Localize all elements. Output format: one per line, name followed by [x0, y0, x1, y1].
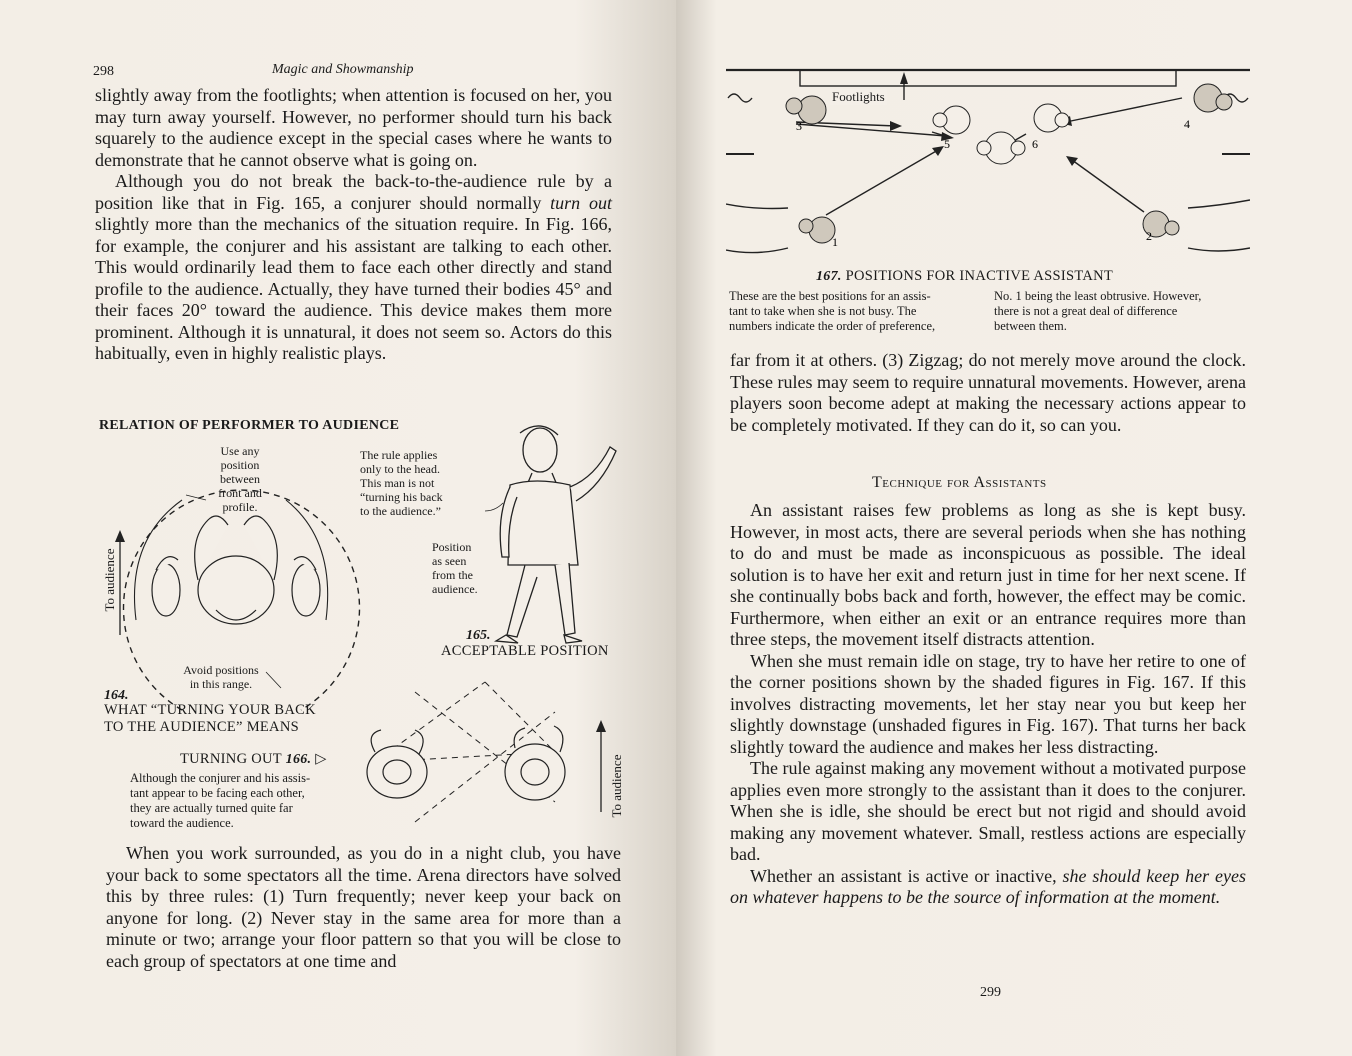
fig164-side-label: To audience: [102, 548, 117, 612]
figure-165-man-illustration: [480, 415, 630, 647]
fig167-caption-col2: No. 1 being the least obtrusive. However, there is not a great deal of difference between them.: [994, 289, 1202, 333]
figure-167-stage-diagram: [726, 60, 1250, 266]
figure-heading: RELATION OF PERFORMER TO AUDIENCE: [99, 418, 400, 433]
position-number: 1: [832, 235, 838, 249]
paragraph: Although you do not break the back-to-the-audience rule by a position like that in Fig. 165, a conjurer should normally turn out slightly more than the mechanics of the situation require. In Fig. 166, for example, the conjurer and his assistant are talking to each other. This would ordinarily lead them to face each other directly and stand profile to the audience. Actually, they have turned their bodies 45° and their faces 20° toward the audience. This device makes them more prominent. Although it is unnatural, it does not seem so. Actors do this habitually, even in highly realistic plays.: [95, 171, 612, 363]
fig167-title-row: [816, 268, 1113, 285]
footlights-label: Footlights: [832, 89, 885, 104]
position-number: 3: [796, 119, 802, 133]
paragraph: The rule against making any movement without a motivated purpose applies even more strongly to the assistant than it does to the conjurer. When she is idle, she should be erect but not rigid and should avoid making any movement whatever. Small, restless actions are especially bad.: [730, 758, 1246, 864]
position-number: 4: [1184, 117, 1190, 131]
figure-166-illustration: [355, 672, 635, 838]
position-number: 2: [1146, 229, 1152, 243]
fig164-number: 164.: [104, 688, 129, 703]
body-text-right: [730, 500, 1246, 909]
paragraph: An assistant raises few problems as long as she is kept busy. However, in most acts, there are several periods when she has nothing to do and must be made as inconspicuous as possible. The ideal solution is to have her exit and return just in time for her next scene. If she continually bobs back and forth, however, the effect may be comic. Furthermore, when either an exit or an entrance requires more than three steps, the movement itself distracts attention.: [730, 500, 1246, 649]
figure-164: [96, 440, 366, 740]
running-head: Magic and Showmanship: [272, 62, 414, 77]
fig164-note-bottom: Avoid positions in this range.: [183, 663, 259, 691]
fig167-title: POSITIONS FOR INACTIVE ASSISTANT: [845, 268, 1114, 284]
body-text-top: [95, 85, 612, 365]
fig167-caption-col1: These are the best positions for an assis- tant to take when she is not busy. The numbers indicate the order of preference,: [729, 289, 936, 333]
fig165-position-note: Position as seen from the audience.: [432, 540, 478, 596]
fig166-side-label: To audience: [609, 754, 624, 818]
paragraph: slightly away from the footlights; when attention is focused on her, you may turn away yourself. However, no performer should turn his back squarely to the audience except in the special cases where he wants to demonstrate that he cannot observe what is going on.: [95, 85, 612, 170]
fig165-note: The rule applies only to the head. This man is not “turning his back to the audience.”: [360, 448, 443, 518]
paragraph: far from it at others. (3) Zigzag; do not merely move around the clock. These rules may seem to require unnatural movements. However, arena players soon become adept at making the necessary actions appear to be completely motivated. If they can do it, so can you.: [730, 350, 1246, 435]
fig166-number: 166.: [285, 752, 312, 767]
body-text-bottom: [106, 843, 621, 972]
position-number: 5: [944, 137, 950, 151]
paragraph: When you work surrounded, as you do in a night club, you have your back to some spectators all the time. Arena directors have solved this by three rules: (1) Turn frequently; never keep your back on anyone for long. (2) Never stay in the same area for more than a minute or two; arrange your floor pattern so that you will be close to each group of spectators at one time and: [106, 843, 621, 971]
position-number: 6: [1032, 137, 1038, 151]
page-number: 299: [980, 985, 1001, 1000]
body-text-right-top: [730, 350, 1246, 436]
section-heading: Technique for Assistants: [872, 474, 1047, 491]
pointer-arrow-icon: ▷: [315, 751, 327, 767]
right-page: [676, 0, 1352, 1056]
fig164-title: WHAT “TURNING YOUR BACK TO THE AUDIENCE” MEANS: [104, 702, 316, 735]
fig165-title: ACCEPTABLE POSITION: [441, 643, 609, 659]
fig166-title: TURNING OUT: [180, 751, 282, 767]
fig164-note-top: Use any position between front and profile.: [218, 444, 262, 514]
fig165-number: 165.: [466, 628, 491, 643]
page-number: 298: [93, 64, 114, 79]
fig167-number: 167.: [816, 269, 842, 284]
fig166-title-row: [180, 751, 327, 768]
paragraph: When she must remain idle on stage, try to have her retire to one of the corner positions shown by the shaded figures in Fig. 167. If this involves distracting movements, let her stay near you but keep her slightly downstage (unshaded figures in Fig. 167). That turns her back slightly toward the audience and makes her less distracting.: [730, 650, 1246, 757]
fig166-caption: Although the conjurer and his assis- tant appear to be facing each other, they are actually turned quite far toward the audience.: [130, 771, 311, 830]
paragraph: Whether an assistant is active or inactive, she should keep her eyes on whatever happens to be the source of information at the moment.: [730, 865, 1246, 907]
